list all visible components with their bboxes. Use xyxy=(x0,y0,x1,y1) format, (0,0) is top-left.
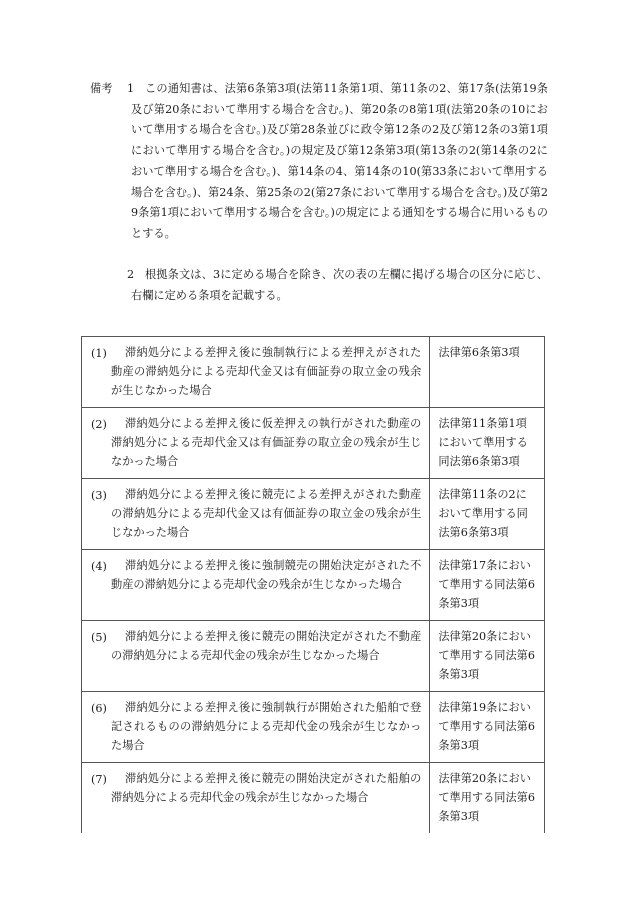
case-description: 滞納処分による差押え後に仮差押えの執行がされた動産の滞納処分による売却代金又は有価証券の取立金の残余が生じなかった場合 xyxy=(111,417,422,468)
case-cell xyxy=(82,550,430,621)
article-cell: 法律第20条において準用する同法第6条第3項 xyxy=(430,621,545,692)
case-number: (5) xyxy=(91,631,107,644)
case-description: 滞納処分による差押え後に強制執行による差押えがされた動産の滞納処分による売却代金又は有価証券の取立金の残余が生じなかった場合 xyxy=(111,346,422,397)
note-2-text: 根拠条文は、3に定める場合を除き、次の表の左欄に掲げる場合の区分に応じ、右欄に定める条項を記載する。 xyxy=(131,268,548,302)
article-cell: 法律第20条において準用する同法第6条第3項 xyxy=(430,763,545,834)
article-cell: 法律第19条において準用する同法第6条第3項 xyxy=(430,692,545,763)
case-number: (7) xyxy=(91,773,107,786)
case-description: 滞納処分による差押え後に競売の開始決定がされた船舶の滞納処分による売却代金の残余が生じなかった場合 xyxy=(111,772,422,804)
case-cell xyxy=(82,621,430,692)
case-cell xyxy=(82,479,430,550)
case-cell xyxy=(82,337,430,408)
remarks-heading: 備考 xyxy=(90,82,113,95)
case-number: (6) xyxy=(91,702,107,715)
note-1-text: この通知書は、法第6条第3項(法第11条第1項、第11条の2、第17条(法第19条及び第20条において準用する場合を含む。)、第20条の8第1項(法第20条の10において準用する場合を含む。)及び第28条並びに政令第12条の2及び第12条の3第1項において準用する場合を含む。)の規定及び第12条第3項(第13条の2(第14条の2において準用する場合を含む。)、第14条の4、第14条の10(第33条において準用する場合を含む。)、第24条、第25条の2(第27条において準用する場合を含む。)及び第29条第1項において準用する場合を含む。)の規定による通知をする場合に用いるものとする。 xyxy=(131,82,548,240)
article-cell: 法律第11条の2において準用する同法第6条第3項 xyxy=(430,479,545,550)
case-description: 滞納処分による差押え後に競売による差押えがされた動産の滞納処分による売却代金又は有価証券の取立金の残余が生じなかった場合 xyxy=(111,488,422,539)
table-row xyxy=(82,763,545,834)
table-row xyxy=(82,550,545,621)
case-description: 滞納処分による差押え後に競売の開始決定がされた不動産の滞納処分による売却代金の残余が生じなかった場合 xyxy=(111,630,422,662)
case-number: (1) xyxy=(91,347,107,360)
article-cell: 法律第6条第3項 xyxy=(430,337,545,408)
table-row xyxy=(82,479,545,550)
case-cell xyxy=(82,763,430,834)
table-row xyxy=(82,692,545,763)
table-row xyxy=(82,621,545,692)
case-number: (4) xyxy=(91,560,107,573)
table-row xyxy=(82,408,545,479)
article-cell: 法律第11条第1項において準用する同法第6条第3項 xyxy=(430,408,545,479)
note-2-number: 2 xyxy=(127,268,135,281)
note-1-number: 1 xyxy=(127,82,135,95)
case-cell xyxy=(82,408,430,479)
article-cell: 法律第17条において準用する同法第6条第3項 xyxy=(430,550,545,621)
basis-article-table xyxy=(81,336,545,833)
case-description: 滞納処分による差押え後に強制競売の開始決定がされた不動産の滞納処分による売却代金の残余が生じなかった場合 xyxy=(111,559,422,591)
case-number: (2) xyxy=(91,418,107,431)
case-description: 滞納処分による差押え後に強制執行が開始された船舶で登記されるものの滞納処分による売却代金の残余が生じなかった場合 xyxy=(111,701,422,752)
case-cell xyxy=(82,692,430,763)
table-row xyxy=(82,337,545,408)
case-number: (3) xyxy=(91,489,107,502)
